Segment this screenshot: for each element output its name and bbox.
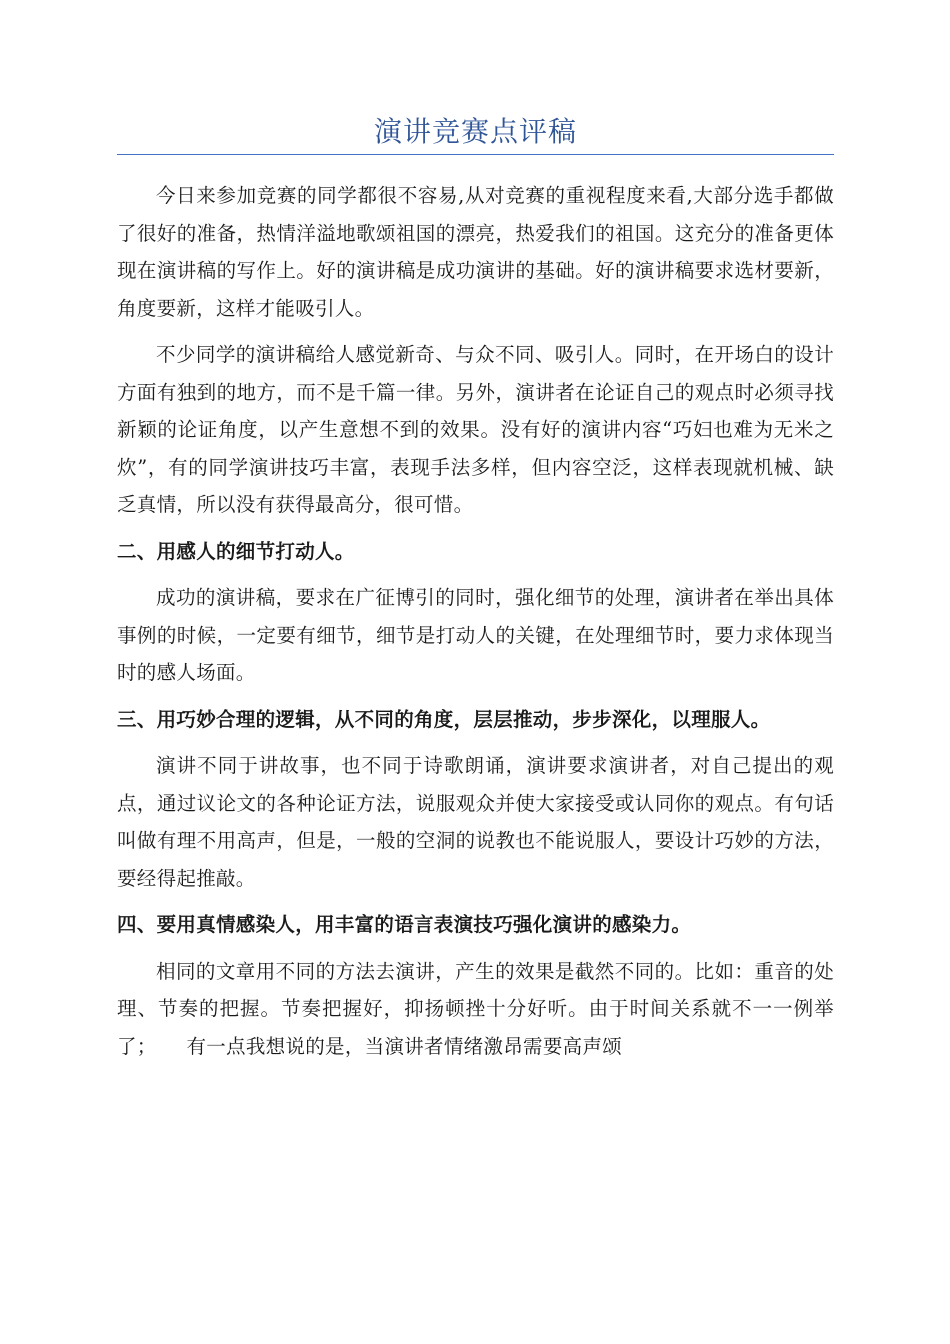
document-title: 演讲竞赛点评稿: [373, 115, 577, 148]
paragraph-delivery: 相同的文章用不同的方法去演讲，产生的效果是截然不同的。比如：重音的处理、节奏的把握。节奏把握好，抑扬顿挫十分好听。由于时间关系就不一一例举了； 有一点我想说的是，当演讲者情绪激昂需要高声颂: [117, 959, 834, 1058]
section-heading-4: 四、要用真情感染人，用丰富的语言表演技巧强化演讲的感染力。: [117, 913, 692, 936]
title-underline: [117, 154, 834, 155]
section-heading-2: 二、用感人的细节打动人。: [117, 539, 355, 563]
paragraph-novelty: 不少同学的演讲稿给人感觉新奇、与众不同、吸引人。同时，在开场白的设计方面有独到的地方，而不是千篇一律。另外，演讲者在论证自己的观点时必须寻找新颖的论证角度，以产生意想不到的效果。没有好的演讲内容“巧妇也难为无米之炊”，有的同学演讲技巧丰富，表现手法多样，但内容空泛，这样表现就机械、缺乏真情，所以没有获得最高分，很可惜。: [117, 343, 834, 516]
paragraph-intro: 今日来参加竞赛的同学都很不容易,从对竞赛的重视程度来看,大部分选手都做了很好的准备，热情洋溢地歌颂祖国的漂亮，热爱我们的祖国。这充分的准备更体现在演讲稿的写作上。好的演讲稿是成功演讲的基础。好的演讲稿要求选材要新，角度要新，这样才能吸引人。: [117, 184, 834, 320]
document-page: [117, 112, 834, 1074]
section-heading-3: 三、用巧妙合理的逻辑，从不同的角度，层层推动，步步深化，以理服人。: [117, 707, 771, 731]
paragraph-logic: 演讲不同于讲故事，也不同于诗歌朗诵，演讲要求演讲者，对自己提出的观点，通过议论文的各种论证方法，说服观众并使大家接受或认同你的观点。有句话叫做有理不用高声，但是，一般的空洞的说教也不能说服人，要设计巧妙的方法，要经得起推敲。: [117, 754, 834, 890]
paragraph-details: 成功的演讲稿，要求在广征博引的同时，强化细节的处理，演讲者在举出具体事例的时候，一定要有细节，细节是打动人的关键，在处理细节时，要力求体现当时的感人场面。: [117, 586, 834, 684]
